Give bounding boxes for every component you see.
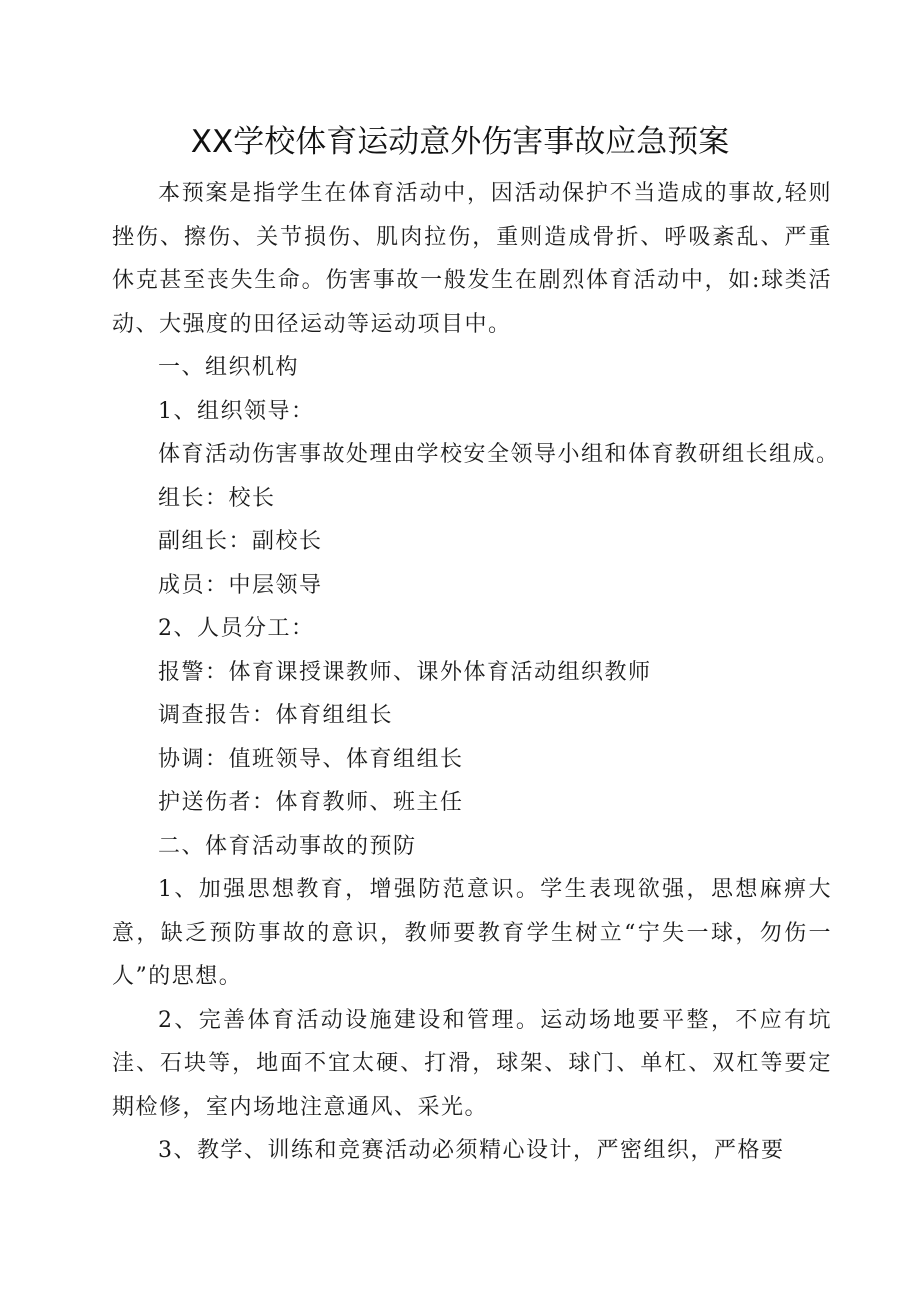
- section-1-item-1-text: 体育活动伤害事故处理由学校安全领导小组和体育教研组长组成。: [158, 442, 840, 467]
- section-2-item-2: 2、完善体育活动设施建设和管理。运动场地要平整，不应有坑洼、石块等，地面不宜太硬、打滑，球架、球门、单杠、双杠等要定期检修，室内场地注意通风、采光。: [112, 1007, 832, 1120]
- section-1-item-1-heading: 1、组织领导：: [158, 398, 315, 424]
- section-2-item-1: 1、加强思想教育，增强防范意识。学生表现欲强，思想麻痹大意，缺乏预防事故的意识，教师要教育学生树立“宁失一球，勿伤一人”的思想。: [112, 877, 832, 989]
- duty-alarm-line: 报警：体育课授课教师、课外体育活动组织教师: [158, 659, 652, 685]
- section-2-heading: 二、体育活动事故的预防: [158, 833, 417, 859]
- duty-escort-line: 护送伤者：体育教师、班主任: [158, 790, 464, 815]
- document-body: [112, 172, 840, 1173]
- duty-coordinate-line: 协调：值班领导、体育组组长: [158, 746, 464, 772]
- duty-report-line: 调查报告：体育组组长: [158, 703, 394, 728]
- members-line: 成员：中层领导: [158, 572, 323, 598]
- leader-line: 组长：校长: [158, 485, 276, 511]
- document-title: XX学校体育运动意外伤害事故应急预案: [190, 124, 730, 160]
- section-1-heading: 一、组织机构: [158, 355, 300, 380]
- section-1-item-2-heading: 2、人员分工：: [158, 616, 315, 641]
- section-2-item-3: 3、教学、训练和竞赛活动必须精心设计，严密组织，严格要: [158, 1138, 785, 1163]
- deputy-leader-line: 副组长：副校长: [158, 529, 323, 554]
- intro-paragraph: 本预案是指学生在体育活动中，因活动保护不当造成的事故,轻则挫伤、擦伤、关节损伤、肌肉拉伤，重则造成骨折、呼吸紊乱、严重休克甚至丧失生命。伤害事故一般发生在剧烈体育活动中，如:球类活动、大强度的田径运动等运动项目中。: [112, 181, 832, 337]
